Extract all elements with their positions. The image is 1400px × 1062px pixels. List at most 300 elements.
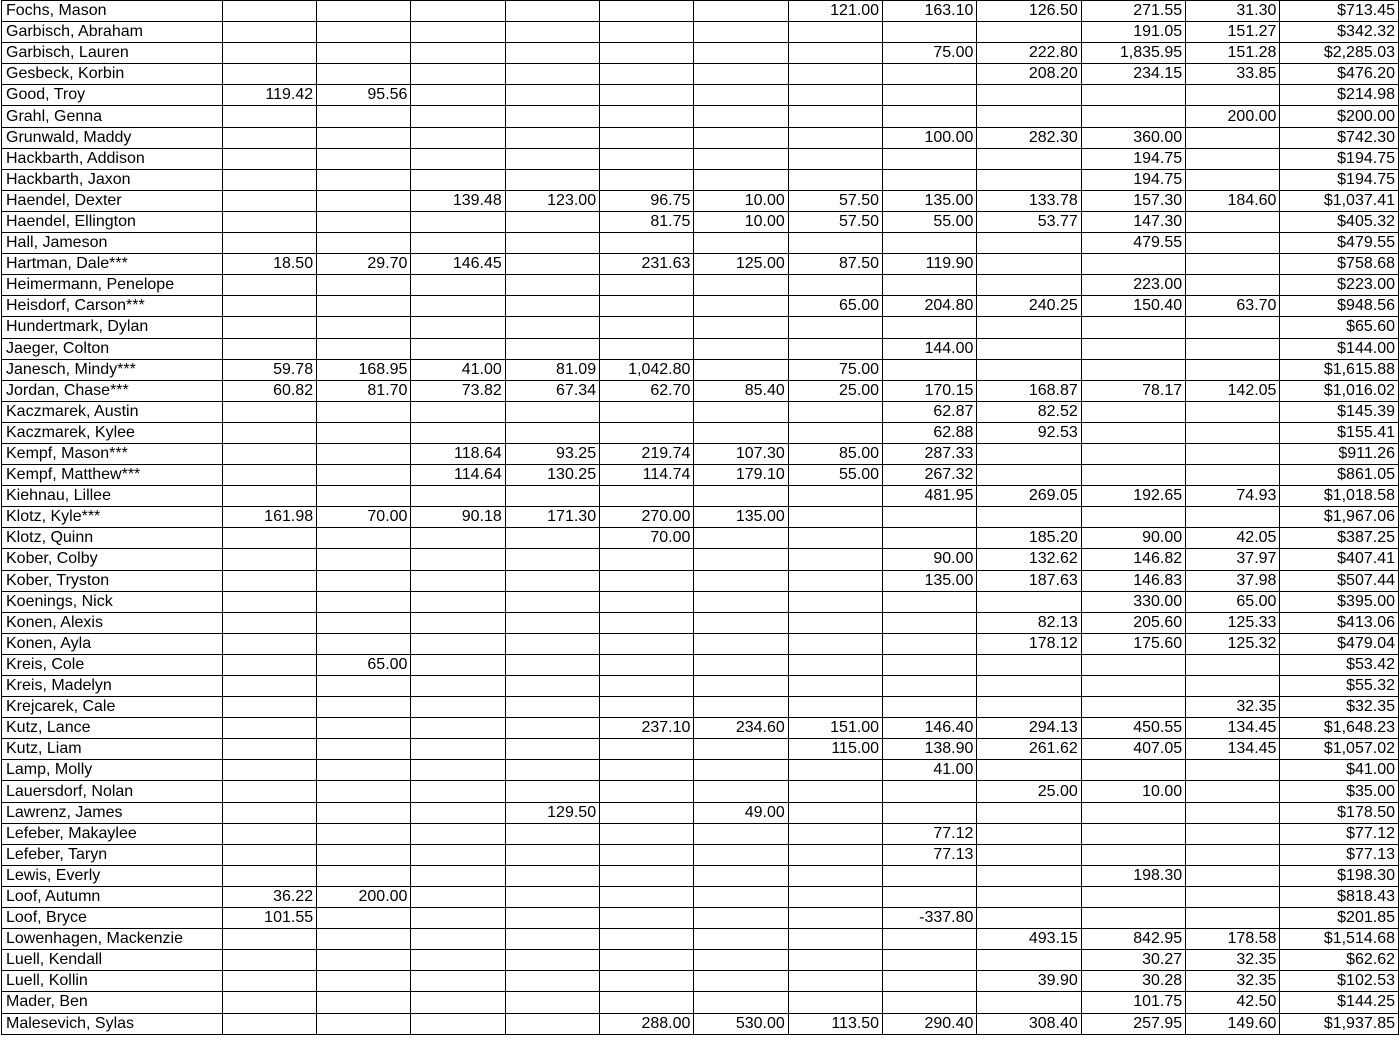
amount-cell bbox=[222, 401, 316, 422]
amount-cell bbox=[317, 760, 411, 781]
amount-cell bbox=[222, 190, 316, 211]
amount-cell: 163.10 bbox=[883, 1, 977, 22]
student-name-cell: Heisdorf, Carson*** bbox=[2, 296, 223, 317]
amount-cell bbox=[222, 422, 316, 443]
amount-cell: 62.88 bbox=[883, 422, 977, 443]
amount-cell bbox=[694, 233, 788, 254]
amount-cell bbox=[411, 338, 505, 359]
total-cell: $479.04 bbox=[1280, 633, 1399, 654]
amount-cell bbox=[1081, 697, 1185, 718]
amount-cell bbox=[788, 697, 882, 718]
amount-cell: 151.28 bbox=[1186, 43, 1280, 64]
amount-cell bbox=[1186, 233, 1280, 254]
amount-cell bbox=[505, 43, 599, 64]
student-name-cell: Kempf, Matthew*** bbox=[2, 465, 223, 486]
amount-cell bbox=[411, 1, 505, 22]
amount-cell: 288.00 bbox=[600, 1013, 694, 1034]
amount-cell bbox=[694, 549, 788, 570]
total-cell: $214.98 bbox=[1280, 85, 1399, 106]
amount-cell bbox=[694, 43, 788, 64]
amount-cell bbox=[317, 148, 411, 169]
amount-cell: 53.77 bbox=[977, 211, 1081, 232]
amount-cell: 135.00 bbox=[694, 507, 788, 528]
amount-cell: 92.53 bbox=[977, 422, 1081, 443]
student-name-cell: Kreis, Madelyn bbox=[2, 676, 223, 697]
amount-cell bbox=[505, 64, 599, 85]
amount-cell bbox=[788, 549, 882, 570]
amount-cell: 77.13 bbox=[883, 844, 977, 865]
total-cell: $407.41 bbox=[1280, 549, 1399, 570]
total-cell: $1,967.06 bbox=[1280, 507, 1399, 528]
amount-cell bbox=[411, 844, 505, 865]
amount-cell bbox=[505, 823, 599, 844]
amount-cell bbox=[600, 992, 694, 1013]
total-cell: $62.62 bbox=[1280, 950, 1399, 971]
student-name-cell: Hackbarth, Jaxon bbox=[2, 169, 223, 190]
student-name-cell: Lawrenz, James bbox=[2, 802, 223, 823]
amount-cell: 10.00 bbox=[694, 190, 788, 211]
amount-cell bbox=[1081, 465, 1185, 486]
amount-cell bbox=[222, 971, 316, 992]
table-row bbox=[2, 739, 1399, 760]
amount-cell bbox=[788, 908, 882, 929]
amount-cell bbox=[317, 802, 411, 823]
amount-cell bbox=[1186, 844, 1280, 865]
amount-cell bbox=[694, 401, 788, 422]
table-row bbox=[2, 317, 1399, 338]
amount-cell bbox=[694, 106, 788, 127]
amount-cell bbox=[222, 591, 316, 612]
student-name-cell: Mader, Ben bbox=[2, 992, 223, 1013]
amount-cell bbox=[600, 1, 694, 22]
amount-cell bbox=[411, 528, 505, 549]
amount-cell: 142.05 bbox=[1186, 380, 1280, 401]
amount-cell bbox=[694, 823, 788, 844]
amount-cell: 179.10 bbox=[694, 465, 788, 486]
amount-cell bbox=[505, 338, 599, 359]
amount-cell bbox=[411, 823, 505, 844]
amount-cell bbox=[600, 64, 694, 85]
amount-cell bbox=[411, 296, 505, 317]
amount-cell bbox=[222, 106, 316, 127]
amount-cell bbox=[694, 929, 788, 950]
amount-cell bbox=[883, 676, 977, 697]
amount-cell bbox=[222, 317, 316, 338]
amount-cell: 171.30 bbox=[505, 507, 599, 528]
total-cell: $145.39 bbox=[1280, 401, 1399, 422]
amount-cell: 1,042.80 bbox=[600, 359, 694, 380]
amount-cell bbox=[977, 654, 1081, 675]
amount-cell bbox=[222, 338, 316, 359]
student-name-cell: Hundertmark, Dylan bbox=[2, 317, 223, 338]
amount-cell bbox=[505, 908, 599, 929]
total-cell: $198.30 bbox=[1280, 865, 1399, 886]
amount-cell bbox=[883, 528, 977, 549]
table-row bbox=[2, 612, 1399, 633]
total-cell: $861.05 bbox=[1280, 465, 1399, 486]
amount-cell bbox=[694, 85, 788, 106]
amount-cell bbox=[317, 486, 411, 507]
amount-cell: 267.32 bbox=[883, 465, 977, 486]
total-cell: $194.75 bbox=[1280, 169, 1399, 190]
amount-cell: 25.00 bbox=[977, 781, 1081, 802]
amount-cell bbox=[977, 697, 1081, 718]
amount-cell bbox=[1186, 654, 1280, 675]
table-row bbox=[2, 676, 1399, 697]
amount-cell bbox=[694, 865, 788, 886]
amount-cell bbox=[411, 908, 505, 929]
amount-cell bbox=[600, 950, 694, 971]
total-cell: $65.60 bbox=[1280, 317, 1399, 338]
table-row bbox=[2, 654, 1399, 675]
amount-cell bbox=[222, 844, 316, 865]
amount-cell bbox=[222, 633, 316, 654]
amount-cell bbox=[883, 802, 977, 823]
amount-cell bbox=[317, 317, 411, 338]
amount-cell: 191.05 bbox=[1081, 22, 1185, 43]
amount-cell bbox=[222, 528, 316, 549]
table-row bbox=[2, 570, 1399, 591]
amount-cell: 121.00 bbox=[788, 1, 882, 22]
amount-cell bbox=[505, 676, 599, 697]
amount-cell bbox=[317, 781, 411, 802]
amount-cell bbox=[883, 22, 977, 43]
table-row bbox=[2, 233, 1399, 254]
total-cell: $77.12 bbox=[1280, 823, 1399, 844]
amount-cell: 479.55 bbox=[1081, 233, 1185, 254]
amount-cell: 184.60 bbox=[1186, 190, 1280, 211]
amount-cell bbox=[411, 697, 505, 718]
amount-cell bbox=[505, 1, 599, 22]
amount-cell bbox=[222, 760, 316, 781]
amount-cell bbox=[977, 233, 1081, 254]
amount-cell bbox=[317, 296, 411, 317]
total-cell: $1,615.88 bbox=[1280, 359, 1399, 380]
amount-cell bbox=[977, 359, 1081, 380]
amount-cell bbox=[600, 148, 694, 169]
amount-cell bbox=[788, 507, 882, 528]
amount-cell: 101.75 bbox=[1081, 992, 1185, 1013]
student-name-cell: Janesch, Mindy*** bbox=[2, 359, 223, 380]
amount-cell bbox=[1186, 422, 1280, 443]
student-name-cell: Lefeber, Taryn bbox=[2, 844, 223, 865]
amount-cell bbox=[411, 211, 505, 232]
amount-cell bbox=[505, 739, 599, 760]
amount-cell bbox=[222, 929, 316, 950]
table-row bbox=[2, 908, 1399, 929]
student-name-cell: Kaczmarek, Kylee bbox=[2, 422, 223, 443]
amount-cell bbox=[600, 486, 694, 507]
amount-cell bbox=[788, 633, 882, 654]
table-row bbox=[2, 338, 1399, 359]
amount-cell bbox=[788, 148, 882, 169]
amount-cell: 308.40 bbox=[977, 1013, 1081, 1034]
amount-cell: 55.00 bbox=[788, 465, 882, 486]
student-name-cell: Hall, Jameson bbox=[2, 233, 223, 254]
amount-cell: 134.45 bbox=[1186, 718, 1280, 739]
amount-cell bbox=[1081, 422, 1185, 443]
amount-cell: 55.00 bbox=[883, 211, 977, 232]
amount-cell bbox=[600, 929, 694, 950]
amount-cell bbox=[317, 190, 411, 211]
amount-cell bbox=[788, 233, 882, 254]
amount-cell bbox=[411, 317, 505, 338]
amount-cell: 146.82 bbox=[1081, 549, 1185, 570]
amount-cell bbox=[1081, 760, 1185, 781]
amount-cell bbox=[694, 359, 788, 380]
amount-cell bbox=[317, 549, 411, 570]
amount-cell bbox=[222, 64, 316, 85]
amount-cell bbox=[788, 401, 882, 422]
amount-cell bbox=[883, 697, 977, 718]
table-row bbox=[2, 211, 1399, 232]
amount-cell bbox=[600, 844, 694, 865]
student-name-cell: Haendel, Ellington bbox=[2, 211, 223, 232]
amount-cell: 114.74 bbox=[600, 465, 694, 486]
amount-cell: 59.78 bbox=[222, 359, 316, 380]
student-name-cell: Lauersdorf, Nolan bbox=[2, 781, 223, 802]
amount-cell bbox=[1081, 908, 1185, 929]
amount-cell bbox=[1186, 676, 1280, 697]
amount-cell bbox=[505, 992, 599, 1013]
amount-cell bbox=[317, 528, 411, 549]
amount-cell bbox=[411, 169, 505, 190]
amount-cell bbox=[977, 507, 1081, 528]
amount-cell bbox=[411, 971, 505, 992]
amount-cell bbox=[411, 886, 505, 907]
amount-cell: 407.05 bbox=[1081, 739, 1185, 760]
table-row bbox=[2, 106, 1399, 127]
amount-cell bbox=[1081, 844, 1185, 865]
amount-cell bbox=[694, 760, 788, 781]
student-name-cell: Konen, Ayla bbox=[2, 633, 223, 654]
amount-cell: 87.50 bbox=[788, 254, 882, 275]
amount-cell bbox=[600, 549, 694, 570]
total-cell: $144.25 bbox=[1280, 992, 1399, 1013]
amount-cell: 32.35 bbox=[1186, 971, 1280, 992]
amount-cell: 270.00 bbox=[600, 507, 694, 528]
amount-cell bbox=[317, 211, 411, 232]
amount-cell bbox=[317, 950, 411, 971]
amount-cell bbox=[694, 654, 788, 675]
amount-cell bbox=[505, 612, 599, 633]
amount-cell: 134.45 bbox=[1186, 739, 1280, 760]
table-row bbox=[2, 971, 1399, 992]
amount-cell: 123.00 bbox=[505, 190, 599, 211]
amount-cell bbox=[1186, 338, 1280, 359]
amount-cell bbox=[600, 106, 694, 127]
amount-cell: 130.25 bbox=[505, 465, 599, 486]
amount-cell bbox=[600, 275, 694, 296]
amount-cell bbox=[977, 317, 1081, 338]
amount-cell bbox=[317, 865, 411, 886]
amount-cell bbox=[694, 317, 788, 338]
amount-cell: 530.00 bbox=[694, 1013, 788, 1034]
table-row bbox=[2, 507, 1399, 528]
total-cell: $144.00 bbox=[1280, 338, 1399, 359]
amount-cell bbox=[788, 127, 882, 148]
amount-cell: 95.56 bbox=[317, 85, 411, 106]
amount-cell bbox=[317, 401, 411, 422]
total-cell: $713.45 bbox=[1280, 1, 1399, 22]
total-cell: $178.50 bbox=[1280, 802, 1399, 823]
amount-cell: 125.33 bbox=[1186, 612, 1280, 633]
amount-cell bbox=[788, 106, 882, 127]
amount-cell bbox=[600, 886, 694, 907]
amount-cell bbox=[788, 676, 882, 697]
amount-cell bbox=[600, 697, 694, 718]
amount-cell bbox=[1186, 401, 1280, 422]
amount-cell bbox=[788, 823, 882, 844]
amount-cell bbox=[505, 22, 599, 43]
amount-cell: 481.95 bbox=[883, 486, 977, 507]
amount-cell bbox=[1081, 106, 1185, 127]
amount-cell bbox=[1081, 886, 1185, 907]
amount-cell bbox=[600, 908, 694, 929]
amount-cell: 85.40 bbox=[694, 380, 788, 401]
student-name-cell: Krejcarek, Cale bbox=[2, 697, 223, 718]
amount-cell bbox=[317, 844, 411, 865]
table-row bbox=[2, 43, 1399, 64]
amount-cell: 77.12 bbox=[883, 823, 977, 844]
amount-cell bbox=[694, 633, 788, 654]
amount-cell bbox=[883, 591, 977, 612]
amount-cell bbox=[977, 802, 1081, 823]
amount-cell: 330.00 bbox=[1081, 591, 1185, 612]
student-name-cell: Gesbeck, Korbin bbox=[2, 64, 223, 85]
amount-cell: -337.80 bbox=[883, 908, 977, 929]
amount-cell bbox=[788, 886, 882, 907]
total-cell: $2,285.03 bbox=[1280, 43, 1399, 64]
amount-cell bbox=[505, 233, 599, 254]
amount-cell bbox=[411, 549, 505, 570]
total-cell: $387.25 bbox=[1280, 528, 1399, 549]
amount-cell bbox=[1186, 254, 1280, 275]
amount-cell: 101.55 bbox=[222, 908, 316, 929]
amount-cell bbox=[883, 317, 977, 338]
amount-cell bbox=[222, 443, 316, 464]
amount-cell bbox=[977, 148, 1081, 169]
amount-cell: 138.90 bbox=[883, 739, 977, 760]
table-row bbox=[2, 443, 1399, 464]
amount-cell bbox=[883, 148, 977, 169]
amount-cell bbox=[411, 865, 505, 886]
amount-cell bbox=[505, 718, 599, 739]
amount-cell bbox=[505, 127, 599, 148]
student-name-cell: Kober, Tryston bbox=[2, 570, 223, 591]
amount-cell bbox=[222, 22, 316, 43]
student-name-cell: Loof, Bryce bbox=[2, 908, 223, 929]
amount-cell bbox=[505, 760, 599, 781]
amount-cell: 237.10 bbox=[600, 718, 694, 739]
amount-cell: 82.52 bbox=[977, 401, 1081, 422]
amount-cell bbox=[883, 865, 977, 886]
amount-cell: 842.95 bbox=[1081, 929, 1185, 950]
amount-cell bbox=[1081, 338, 1185, 359]
amount-cell bbox=[694, 570, 788, 591]
amount-cell bbox=[977, 865, 1081, 886]
amount-cell: 126.50 bbox=[977, 1, 1081, 22]
amount-cell bbox=[411, 85, 505, 106]
amount-cell bbox=[505, 486, 599, 507]
amount-cell bbox=[600, 823, 694, 844]
amount-cell: 200.00 bbox=[317, 886, 411, 907]
amount-cell bbox=[222, 570, 316, 591]
amount-cell: 178.58 bbox=[1186, 929, 1280, 950]
student-name-cell: Kiehnau, Lillee bbox=[2, 486, 223, 507]
amount-cell bbox=[317, 22, 411, 43]
amount-cell bbox=[505, 401, 599, 422]
amount-cell bbox=[222, 465, 316, 486]
amount-cell: 1,835.95 bbox=[1081, 43, 1185, 64]
amount-cell bbox=[505, 148, 599, 169]
amount-cell bbox=[1186, 760, 1280, 781]
amount-cell: 36.22 bbox=[222, 886, 316, 907]
student-name-cell: Good, Troy bbox=[2, 85, 223, 106]
student-name-cell: Loof, Autumn bbox=[2, 886, 223, 907]
student-name-cell: Luell, Kendall bbox=[2, 950, 223, 971]
amount-cell bbox=[788, 85, 882, 106]
amount-cell: 178.12 bbox=[977, 633, 1081, 654]
amount-cell: 90.18 bbox=[411, 507, 505, 528]
amount-cell bbox=[317, 633, 411, 654]
amount-cell bbox=[411, 1013, 505, 1034]
amount-cell: 194.75 bbox=[1081, 169, 1185, 190]
amount-cell bbox=[1081, 443, 1185, 464]
table-row bbox=[2, 254, 1399, 275]
table-row bbox=[2, 127, 1399, 148]
amount-cell: 57.50 bbox=[788, 211, 882, 232]
table-row bbox=[2, 781, 1399, 802]
amount-cell bbox=[411, 148, 505, 169]
total-cell: $200.00 bbox=[1280, 106, 1399, 127]
amount-cell bbox=[222, 43, 316, 64]
amount-cell bbox=[222, 950, 316, 971]
table-row bbox=[2, 697, 1399, 718]
amount-cell bbox=[788, 528, 882, 549]
amount-cell: 271.55 bbox=[1081, 1, 1185, 22]
amount-cell: 30.27 bbox=[1081, 950, 1185, 971]
amount-cell bbox=[694, 971, 788, 992]
amount-cell bbox=[222, 127, 316, 148]
amount-cell: 62.87 bbox=[883, 401, 977, 422]
amount-cell: 39.90 bbox=[977, 971, 1081, 992]
table-row bbox=[2, 992, 1399, 1013]
amount-cell bbox=[977, 22, 1081, 43]
amount-cell: 146.40 bbox=[883, 718, 977, 739]
student-name-cell: Kreis, Cole bbox=[2, 654, 223, 675]
amount-cell bbox=[505, 844, 599, 865]
amount-cell bbox=[600, 22, 694, 43]
amount-cell bbox=[694, 169, 788, 190]
table-row bbox=[2, 1013, 1399, 1034]
amount-cell: 100.00 bbox=[883, 127, 977, 148]
amount-cell bbox=[411, 950, 505, 971]
amount-cell bbox=[977, 443, 1081, 464]
amount-cell bbox=[317, 908, 411, 929]
amount-cell: 42.05 bbox=[1186, 528, 1280, 549]
amount-cell bbox=[1081, 507, 1185, 528]
amount-cell bbox=[1186, 443, 1280, 464]
student-name-cell: Hackbarth, Addison bbox=[2, 148, 223, 169]
student-name-cell: Lefeber, Makaylee bbox=[2, 823, 223, 844]
amount-cell bbox=[694, 148, 788, 169]
amount-cell bbox=[1186, 317, 1280, 338]
amount-cell: 107.30 bbox=[694, 443, 788, 464]
amount-cell bbox=[505, 929, 599, 950]
amount-cell bbox=[411, 22, 505, 43]
amount-cell bbox=[788, 422, 882, 443]
